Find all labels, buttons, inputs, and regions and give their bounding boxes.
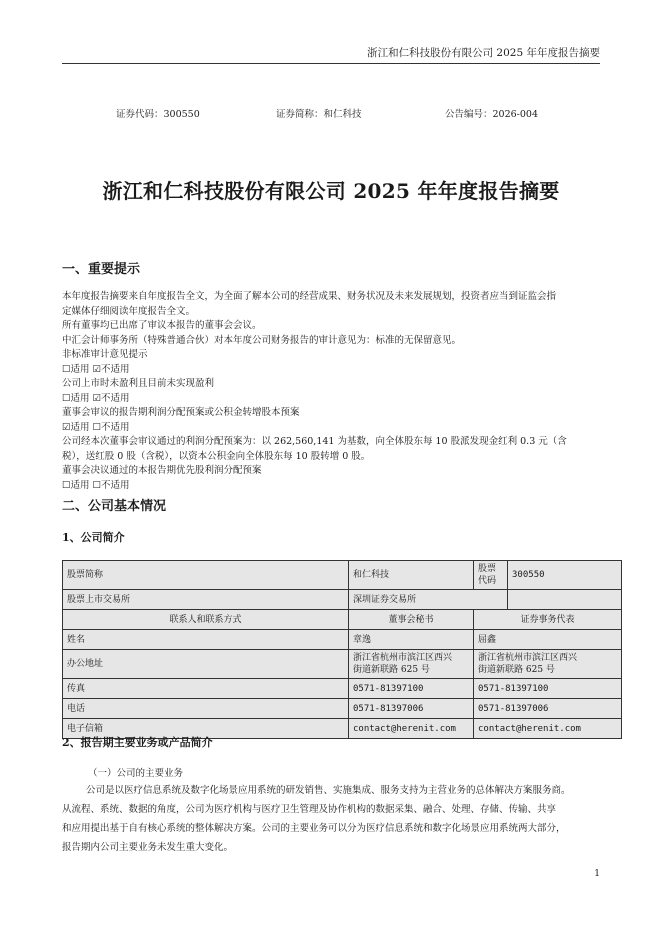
table-cell: 300550	[508, 561, 622, 590]
table-cell: 股票代码	[474, 561, 508, 590]
important-notes-text	[62, 290, 602, 493]
section-heading-important-notes: 一、重要提示	[62, 262, 141, 277]
table-row	[63, 679, 622, 699]
business-line: 从流程、系统、数据的角度，公司为医疗机构与医疗卫生管理及协作机构的数据采集、融合、处理、存储、传输、共享	[62, 804, 557, 815]
running-header: 浙江和仁科技股份有限公司 2025 年年度报告摘要	[367, 47, 600, 59]
checkbox-line: ☐适用 ☑不适用	[62, 363, 130, 375]
checkbox-line: ☑适用 ☐不适用	[62, 421, 130, 433]
address-line: 浙江省杭州市滨江区西兴	[478, 653, 578, 663]
business-line: 公司是以医疗信息系统及数字化场景应用系统的研发销售、实施集成、服务支持为主营业务的总体解决方案服务商。	[86, 785, 571, 796]
notes-line: 中汇会计师事务所（特殊普通合伙）对本年度公司财务报告的审计意见为：标准的无保留意见。	[62, 334, 462, 346]
table-row	[63, 561, 622, 590]
notes-line: 公司经本次董事会审议通过的利润分配预案为：以 262,560,141 为基数，向全体股东每 10 股派发现金红利 0.3 元（含	[62, 436, 567, 447]
document-title: 浙江和仁科技股份有限公司 2025 年年度报告摘要	[102, 179, 560, 203]
table-row	[63, 699, 622, 719]
security-code: 证券代码：300550	[116, 109, 200, 120]
notes-line: 非标准审计意见提示	[62, 349, 148, 360]
table-row	[63, 630, 622, 650]
notes-line: 公司上市时未盈利且目前未实现盈利	[62, 378, 215, 389]
address-line: 街道新联路 625 号	[353, 665, 430, 675]
page-number: 1	[594, 869, 600, 879]
table-header-cell: 董事会秘书	[349, 610, 474, 630]
table-cell: 电子信箱	[63, 719, 349, 739]
table-cell: 股票上市交易所	[63, 590, 349, 610]
address-line: 浙江省杭州市滨江区西兴	[353, 653, 453, 663]
table-cell	[474, 650, 622, 679]
table-cell: 0571-81397100	[474, 679, 622, 699]
section-heading-company-info: 二、公司基本情况	[62, 499, 167, 514]
table-cell: 电话	[63, 699, 349, 719]
table-cell: 姓名	[63, 630, 349, 650]
company-profile-table	[62, 560, 622, 739]
table-row	[63, 590, 622, 610]
business-line: 和应用提出基于自有核心系统的整体解决方案。公司的主要业务可以分为医疗信息系统和数字化场景应用系统两大部分，	[62, 823, 566, 834]
business-description	[62, 781, 607, 857]
table-cell: 0571-81397006	[474, 699, 622, 719]
table-row	[63, 650, 622, 679]
subheading-main-business: 2、报告期主要业务或产品简介	[62, 736, 213, 749]
table-cell: 深圳证券交易所	[349, 590, 508, 610]
table-header-cell: 证券事务代表	[474, 610, 622, 630]
checkbox-line: ☐适用 ☐不适用	[62, 479, 130, 491]
security-short-name: 证券简称：和仁科技	[276, 109, 362, 120]
table-cell: contact@herenit.com	[349, 719, 474, 739]
table-cell	[508, 590, 622, 610]
table-cell: 章逸	[349, 630, 474, 650]
subheading-company-profile: 1、公司简介	[62, 531, 125, 544]
table-cell: 传真	[63, 679, 349, 699]
notes-line: 本年度报告摘要来自年度报告全文，为全面了解本公司的经营成果、财务状况及未来发展规划，投资者应当到证监会指	[62, 291, 557, 302]
notes-line: 所有董事均已出席了审议本报告的董事会会议。	[62, 320, 262, 331]
header-divider	[62, 63, 600, 64]
table-row	[63, 610, 622, 630]
table-cell: 股票简称	[63, 561, 349, 590]
notes-line: 定媒体仔细阅读年度报告全文。	[62, 305, 196, 317]
checkbox-line: ☐适用 ☑不适用	[62, 392, 130, 404]
table-cell	[349, 650, 474, 679]
notice-number: 公告编号：2026-004	[445, 109, 539, 120]
address-line: 街道新联路 625 号	[478, 665, 555, 675]
table-header-cell: 联系人和联系方式	[63, 610, 349, 630]
table-cell: 办公地址	[63, 650, 349, 679]
business-subheading: （一）公司的主要业务	[88, 768, 184, 779]
table-cell: contact@herenit.com	[474, 719, 622, 739]
table-cell: 0571-81397100	[349, 679, 474, 699]
table-cell: 屈鑫	[474, 630, 622, 650]
notes-line: 董事会审议的报告期利润分配预案或公积金转增股本预案	[62, 407, 300, 418]
notes-line: 税），送红股 0 股（含税），以资本公积金向全体股东每 10 股转增 0 股。	[62, 450, 371, 462]
business-line: 报告期内公司主要业务未发生重大变化。	[62, 842, 234, 853]
table-cell: 和仁科技	[349, 561, 474, 590]
notes-line: 董事会决议通过的本报告期优先股利润分配预案	[62, 465, 262, 476]
table-cell: 0571-81397006	[349, 699, 474, 719]
